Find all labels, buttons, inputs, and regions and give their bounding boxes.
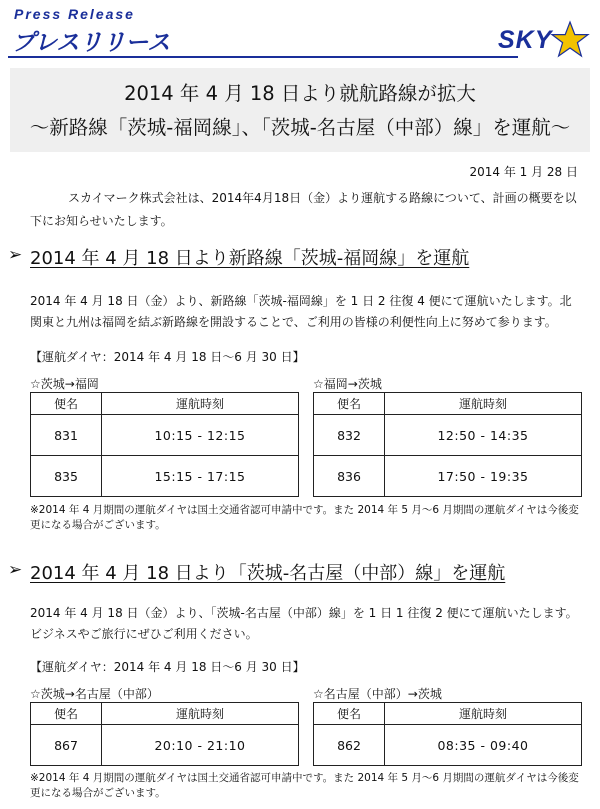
section2-schedule-label: 【運航ダイヤ：2014 年 4 月 18 日～6 月 30 日】 [30, 660, 305, 674]
flight-number: 832 [314, 415, 385, 456]
table-header-row [314, 703, 582, 725]
section2-note: ※2014 年 4 月期間の運航ダイヤは国土交通省認可申請中です。また 2014 年 5 月～6 月期間の運航ダイヤは今後変更になる場合がございます。 [30, 772, 579, 799]
skymark-logo [498, 22, 590, 62]
table-row [314, 456, 582, 497]
col-flight-header: 便名 [314, 703, 385, 725]
table-header-row [31, 703, 299, 725]
section1-body: 2014 年 4 月 18 日（金）より、新路線「茨城-福岡線」を 1 日 2 往復 4 便にて運航いたします。北関東と九州は福岡を結ぶ新路線を開設することで、ご利用の皆様の利便性向上に努めて参ります。 [30, 294, 572, 329]
flight-time: 17:50 - 19:35 [385, 456, 582, 497]
section1-schedule-label: 【運航ダイヤ：2014 年 4 月 18 日～6 月 30 日】 [30, 350, 305, 364]
table-row [31, 415, 299, 456]
section1-arrow-icon: ➢ [8, 245, 23, 265]
table-header-row [31, 393, 299, 415]
title-line-1: 2014 年 4 月 18 日より就航路線が拡大 [124, 82, 476, 105]
col-time-header: 運航時刻 [102, 393, 299, 415]
table-row [314, 415, 582, 456]
title-box [10, 68, 590, 152]
flight-number: 831 [31, 415, 102, 456]
flight-time: 08:35 - 09:40 [385, 725, 582, 766]
flight-time: 20:10 - 21:10 [102, 725, 299, 766]
col-flight-header: 便名 [31, 393, 102, 415]
col-flight-header: 便名 [314, 393, 385, 415]
col-time-header: 運航時刻 [385, 703, 582, 725]
press-release-en-label: Press Release [14, 6, 135, 22]
section1-note: ※2014 年 4 月期間の運航ダイヤは国土交通省認可申請中です。また 2014 年 5 月～6 月期間の運航ダイヤは今後変更になる場合がございます。 [30, 504, 579, 531]
section1-left-table [30, 392, 299, 497]
col-time-header: 運航時刻 [102, 703, 299, 725]
flight-number: 862 [314, 725, 385, 766]
section1-right-route-label: ☆福岡→茨城 [313, 377, 382, 391]
section2-left-route-label: ☆茨城→名古屋（中部） [30, 687, 159, 701]
section1-right-table [313, 392, 582, 497]
release-date: 2014 年 1 月 28 日 [469, 165, 578, 179]
section2-body: 2014 年 4 月 18 日（金）より、「茨城-名古屋（中部）線」を 1 日 1 往復 2 便にて運航いたします。ビジネスやご旅行にぜひご利用ください。 [30, 606, 578, 641]
section2-arrow-icon: ➢ [8, 560, 23, 580]
flight-time: 15:15 - 17:15 [102, 456, 299, 497]
table-header-row [314, 393, 582, 415]
intro-paragraph [30, 187, 580, 233]
logo-text: SKY [498, 26, 553, 54]
flight-number: 867 [31, 725, 102, 766]
section2-left-table [30, 702, 299, 766]
section2-right-route-label: ☆名古屋（中部）→茨城 [313, 687, 442, 701]
star-icon [550, 20, 590, 60]
section1-left-route-label: ☆茨城→福岡 [30, 377, 99, 391]
press-release-ja-label: プレスリリース [12, 30, 171, 56]
flight-time: 10:15 - 12:15 [102, 415, 299, 456]
title-line-2: ～新路線「茨城-福岡線」、「茨城-名古屋（中部）線」を運航～ [29, 116, 571, 139]
flight-number: 835 [31, 456, 102, 497]
header-rule [8, 56, 518, 58]
col-flight-header: 便名 [31, 703, 102, 725]
section2-right-table [313, 702, 582, 766]
intro-text: スカイマーク株式会社は、2014年4月18日（金）より運航する路線について、計画の概要を以下にお知らせいたします。 [30, 191, 577, 228]
flight-number: 836 [314, 456, 385, 497]
table-row [31, 725, 299, 766]
table-row [31, 456, 299, 497]
section2-heading: 2014 年 4 月 18 日より「茨城-名古屋（中部）線」を運航 [30, 563, 506, 584]
section1-heading: 2014 年 4 月 18 日より新路線「茨城-福岡線」を運航 [30, 248, 470, 269]
table-row [314, 725, 582, 766]
flight-time: 12:50 - 14:35 [385, 415, 582, 456]
col-time-header: 運航時刻 [385, 393, 582, 415]
